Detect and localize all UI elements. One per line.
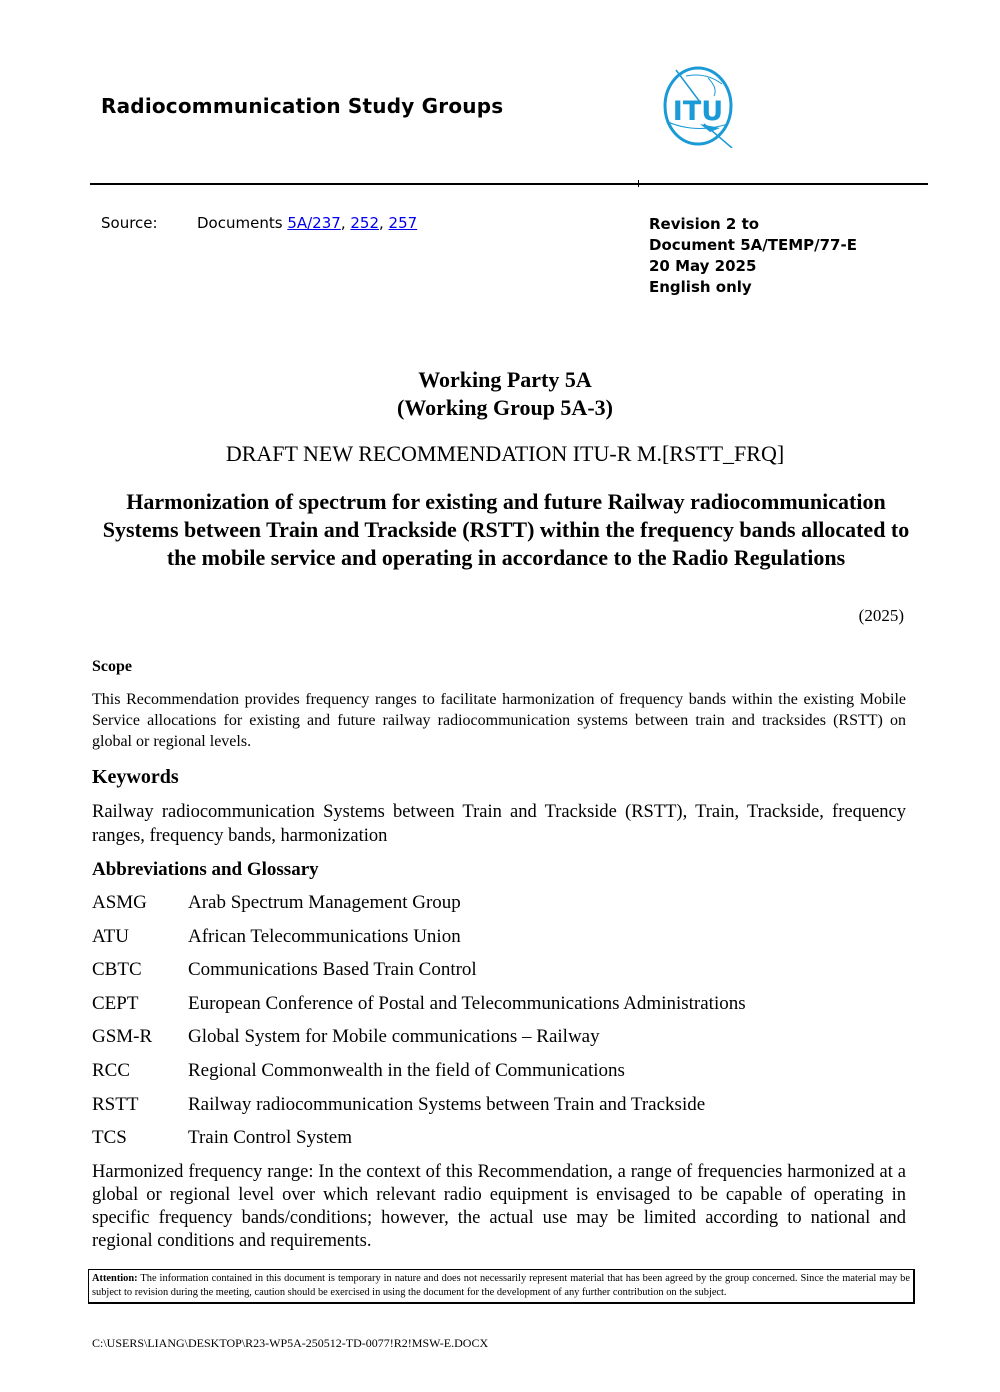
abbreviation-row: GSM-R Global System for Mobile communications – Railway [92,1026,600,1048]
header-divider [90,183,928,185]
source-link-5a-237[interactable]: 5A/237 [287,214,341,232]
attention-text: The information contained in this document is temporary in nature and does not necessarily represent material that has been agreed by the group concerned. Since the material may be subject to revision during the meeting, caution should be exercised in using the document for the development of any further contribution on the subject. [92,1273,910,1298]
attention-label: Attention: [92,1273,138,1284]
document-language: English only [649,278,752,296]
keywords-heading: Keywords [92,766,179,788]
document-date: 20 May 2025 [649,257,757,275]
source-label: Source: [101,214,158,232]
source-prefix: Documents [197,214,283,232]
header-divider-tick [638,180,639,187]
draft-title: DRAFT NEW RECOMMENDATION ITU-R M.[RSTT_FRQ] [225,441,785,466]
abbreviations-heading: Abbreviations and Glossary [92,859,319,880]
source-link-257[interactable]: 257 [388,214,418,232]
abbreviation-row: ASMG Arab Spectrum Management Group [92,892,461,913]
scope-heading: Scope [92,658,132,675]
abbreviation-row: CBTC Communications Based Train Control [92,959,477,981]
abbreviation-row: ATU African Telecommunications Union [92,925,461,947]
study-groups-title: Radiocommunication Study Groups [101,94,504,118]
abbreviation-row: TCS Train Control System [92,1127,352,1149]
svg-text:ITU: ITU [672,96,724,127]
abbreviation-row: RSTT Railway radiocommunication Systems between Train and Trackside [92,1093,706,1115]
document-number: Document 5A/TEMP/77-E [649,236,857,254]
recommendation-title: Harmonization of spectrum for existing and future Railway radiocommunication Systems between Train and Trackside (RSTT) within the frequency bands allocated to the mobile service and operating in accordance to the Radio Regulations [102,489,910,570]
glossary-definition: Harmonized frequency range: In the context of this Recommendation, a range of frequencies harmonized at a global or regional level over which relevant radio equipment is envisaged to be capable of operating in specific frequency bands/conditions; however, the actual use may be limited according to national and regional conditions and requirements. [92,1162,906,1251]
abbreviation-row: RCC Regional Commonwealth in the field of Communications [92,1059,625,1081]
file-path: C:\USERS\LIANG\DESKTOP\R23-WP5A-250512-TD-0077!R2!MSW-E.DOCX [92,1336,489,1350]
abbreviations-list [92,892,912,1161]
keywords-text: Railway radiocommunication Systems between Train and Trackside (RSTT), Train, Trackside, frequency ranges, frequency bands, harmonization [92,802,906,846]
abbreviation-row: CEPT European Conference of Postal and Telecommunications Administrations [92,992,746,1014]
recommendation-year: (2025) [858,606,904,625]
document-info [649,214,857,298]
scope-text: This Recommendation provides frequency ranges to facilitate harmonization of frequency bands within the existing Mobile Service allocations for existing and future railway radiocommunication systems between train and tracksides (RSTT) on global or regional levels. [92,691,906,750]
working-party: Working Party 5A (Working Group 5A-3) [397,367,613,420]
source-link-252[interactable]: 252 [350,214,379,232]
attention-notice [88,1269,915,1304]
source-line: Source: Documents 5A/237, 252, 257 [101,214,418,232]
itu-logo-icon [656,62,742,148]
revision-label: Revision 2 to [649,215,760,233]
